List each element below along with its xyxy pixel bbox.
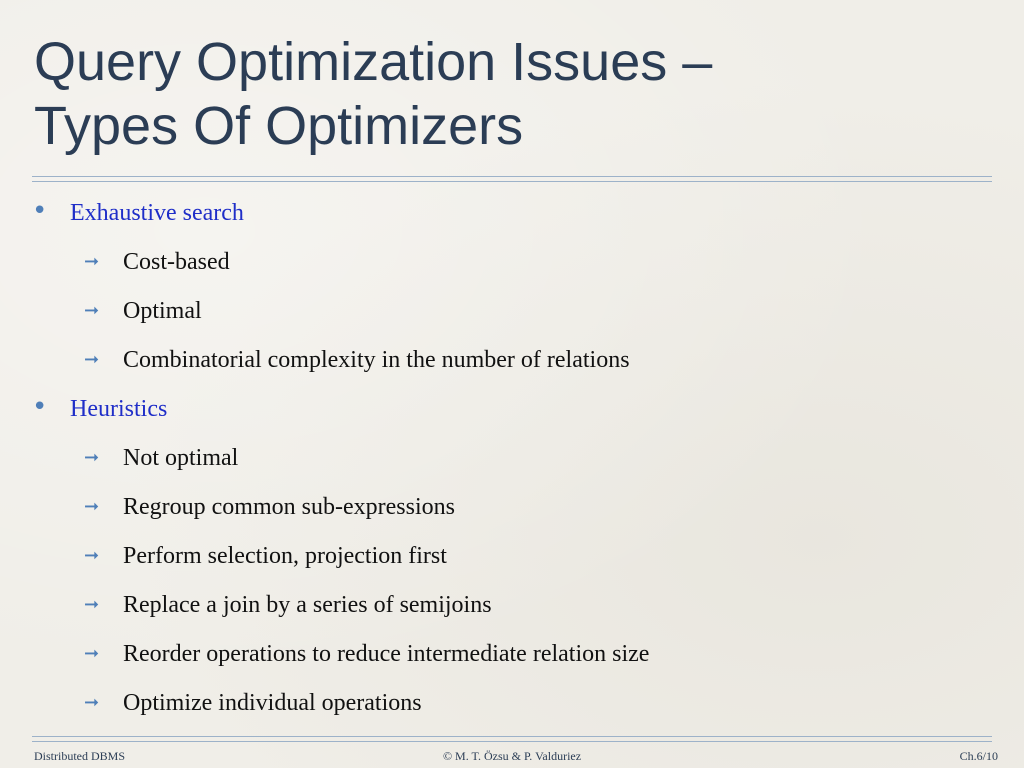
arrow-right-icon: ➞	[84, 643, 100, 664]
arrow-right-icon: ➞	[84, 447, 100, 468]
arrow-right-icon: ➞	[84, 251, 100, 272]
arrow-right-icon: ➞	[84, 349, 100, 370]
sub-bullet-optimize-operations: Optimize individual operations	[123, 690, 422, 716]
sub-bullet-not-optimal: Not optimal	[123, 445, 239, 471]
bullet-dot-icon: •	[32, 392, 48, 422]
slide-title-line-1: Query Optimization Issues –	[34, 32, 713, 92]
title-divider-bottom	[32, 181, 992, 182]
arrow-right-icon: ➞	[84, 545, 100, 566]
footer-divider-top	[32, 736, 992, 737]
bullet-exhaustive-search: Exhaustive search	[70, 200, 244, 226]
footer-slide-number: Ch.6/10	[959, 749, 998, 763]
bullet-heuristics: Heuristics	[70, 396, 168, 422]
footer-divider-bottom	[32, 741, 992, 742]
footer-copyright: © M. T. Özsu & P. Valduriez	[442, 749, 582, 763]
slide-title-line-2: Types Of Optimizers	[34, 96, 524, 156]
slide-title	[34, 30, 994, 158]
title-divider-top	[32, 176, 992, 177]
sub-bullet-combinatorial-complexity: Combinatorial complexity in the number of relations	[123, 347, 630, 373]
arrow-right-icon: ➞	[84, 594, 100, 615]
sub-bullet-regroup-subexpressions: Regroup common sub-expressions	[123, 494, 455, 520]
sub-bullet-selection-projection: Perform selection, projection first	[123, 543, 447, 569]
sub-bullet-reorder-operations: Reorder operations to reduce intermediate relation size	[123, 641, 650, 667]
footer-course-name: Distributed DBMS	[34, 749, 126, 763]
arrow-right-icon: ➞	[84, 692, 100, 713]
sub-bullet-cost-based: Cost-based	[123, 249, 230, 275]
sub-bullet-optimal: Optimal	[123, 298, 202, 324]
arrow-right-icon: ➞	[84, 496, 100, 517]
arrow-right-icon: ➞	[84, 300, 100, 321]
sub-bullet-semijoins: Replace a join by a series of semijoins	[123, 592, 492, 618]
bullet-dot-icon: •	[32, 196, 48, 226]
